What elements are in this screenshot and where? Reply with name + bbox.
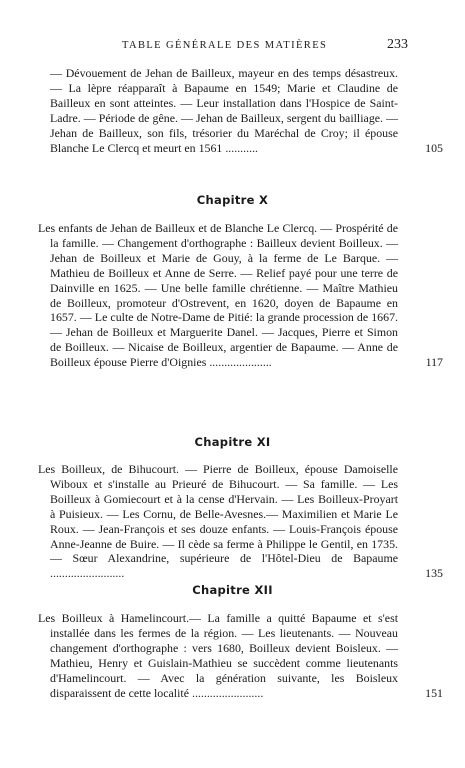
entry-text: Les enfants de Jehan de Bailleux et de Blanche Le Clercq. — Prospérité de la famille. — Changement d'orthographe : Bailleux devient Boilleux. — Jehan de Boilleux et Marie de Gouy, à la ferme de Le Barque. — Mathieu de Boilleux et Anne de Serre. — Relief payé pour une terre de Dainville en 1625. — Une belle famille chrétienne. — Maître Mathieu de Boilleux, promoteur d'Ostrevent, en 1620, doyen de Bapaume en 1657. — Le culte de Notre-Dame de Pitié: la grande procession de 1667. — Jehan de Boilleux et Marguerite Danel. — Jacques, Pierre et Simon de Boilleux. — Nicaise de Boilleux, argentier de Bapaume. — Anne de Boilleux épouse Pierre d'Oignies ..................... xyxy=(38,221,398,370)
entry-text: — Dévouement de Jehan de Bailleux, mayeur en des temps désastreux. — La lèpre réapparaît à Bapaume en 1549; Marie et Claudine de Bailleux en sont atteintes. — Leur installation dans l'Hospice de Saint-Ladre. — Période de gêne. — Jehan de Bailleux, sergent du bailliage. — Jehan de Bailleux, son fils, trésorier du Maréchal de Croy; il épouse Blanche Le Clercq et meurt en 1561 ........... xyxy=(50,66,398,155)
entry-page: 117 xyxy=(425,355,443,370)
toc-entry xyxy=(38,462,443,581)
toc-entry xyxy=(38,221,443,370)
chapter-heading: Chapitre XII xyxy=(192,583,273,597)
page-number: 233 xyxy=(387,37,408,52)
chapter-heading: Chapitre X xyxy=(196,193,269,207)
chapter-heading: Chapitre XI xyxy=(194,435,271,449)
entry-page: 151 xyxy=(425,685,443,700)
entry-text: Les Boilleux à Hamelincourt.— La famille a quitté Bapaume et s'est installée dans les fermes de la région. — Les lieutenants. — Nouveau changement d'orthographe : vers 1680, Boilleux devient Boisleux. — Mathieu, Henry et Guislain-Mathieu se succèdent comme lieutenants d'Hamelincourt. — Avec la génération suivante, les Boisleux disparaissent de cette localité ........................ xyxy=(38,611,398,700)
toc-entry xyxy=(38,66,443,155)
entry-page: 105 xyxy=(425,140,443,155)
entry-text: Les Boilleux, de Bihucourt. — Pierre de Boilleux, épouse Damoiselle Wiboux et s'installe au Prieuré de Bihucourt. — Sa famille. — Les Boilleux à Gomiecourt et à la cense d'Hervain. — Les Boilleux-Proyart à Puisieux. — Les Cornu, de Belle-Avesnes.— Maximilien et Marie Le Roux. — Jean-François et ses douze enfants. — Louis-François épouse Anne-Jeanne de Buire. — Il cède sa ferme à Philippe le Gentil, en 1735. — Sœur Alexandrine, supérieure de l'Hôtel-Dieu de Bapaume ......................... xyxy=(38,462,398,581)
entry-page: 135 xyxy=(425,566,443,581)
running-title: TABLE GÉNÉRALE DES MATIÈRES xyxy=(122,40,328,51)
toc-entry xyxy=(38,611,443,700)
